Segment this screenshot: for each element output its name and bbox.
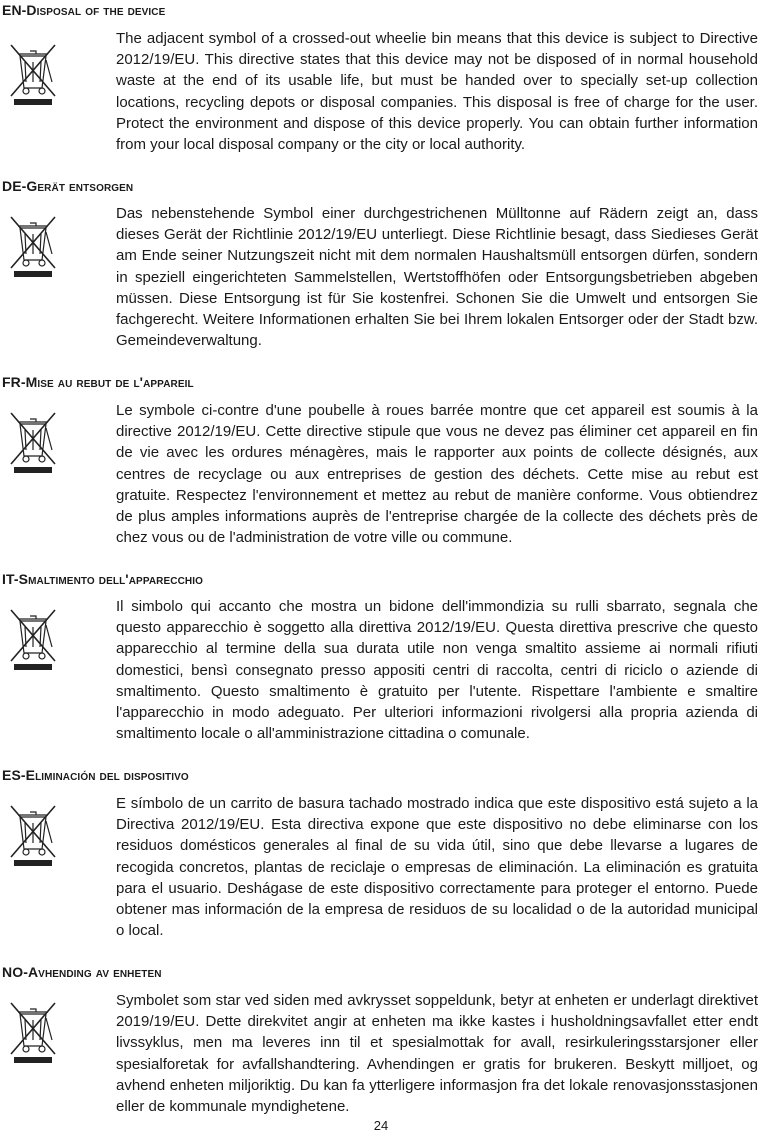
section-text: Symbolet som star ved siden med avkrysset soppeldunk, betyr at enheten er underlagt direktivet 2019/19/EU. Dette direkvitet angir at enheten ma ikke kastes i husholdningsavfallet etter endt livssyklus, men ma leveres inn til et spesialmottak for avall, resirkuleringsstarsjoner eller spesialforetak for avfallshandtering. Avhendingen er gratis for brukeren. Beskytt milljoet, og avhend enheten miljoriktig. Du kan fa ytterligere informasjon fra det lokale renovasjonsstasjonen eller de kommunale myndighetene. — [116, 992, 758, 1116]
section-heading: NO-Avhending av enheten — [2, 964, 162, 980]
crossed-out-wheelie-bin-icon — [8, 410, 58, 474]
section-heading: ES-Eliminación del dispositivo — [2, 767, 189, 783]
section-heading: IT-Smaltimento dell'apparecchio — [2, 571, 203, 587]
crossed-out-wheelie-bin-icon — [8, 214, 58, 278]
section-text: Il simbolo qui accanto che mostra un bidone dell'immondizia su rulli sbarrato, segnala che questo apparecchio è soggetto alla direttiva 2012/19/EU. Questa direttiva prescrive che questo apparecchio al termine della sua durata utile non venga smaltito assieme ai normali rifiuti domestici, bensì consegnato presso appositi centri di raccolta, centri di riciclo o aziende di smaltimento. Questo smaltimento è gratuito per l'utente. Rispettare l'ambiente e smaltire l'apparecchio in modo adeguato. Per ulteriori informazioni rivolgersi alla propria azienda di smaltimento locale o all'amministrazione cittadina o comunale. — [116, 598, 758, 743]
section-heading: EN-Disposal of the device — [2, 2, 166, 18]
section-text: E símbolo de un carrito de basura tachado mostrado indica que este dispositivo está sujeto a la Directiva 2012/19/EU. Esta directiva expone que este dispositivo no debe eliminarse con los residuos domésticos generales al final de su vida útil, sino que debe llevarse a lugares de recogida concretos, plantas de reciclaje o empresas de eliminación. La eliminación es gratuita para el usuario. Deshágase de este dispositivo correctamente para proteger el entorno. Puede obtener mas información de la empresa de residuos de su localidad o de la autoridad municipal o local. — [116, 795, 758, 940]
page-number: 24 — [373, 1118, 389, 1133]
section-text: Das nebenstehende Symbol einer durchgestrichenen Mülltonne auf Rädern zeigt an, dass dieses Gerät der Richtlinie 2012/19/EU unterliegt. Diese Richtlinie besagt, dass Siedieses Gerät am Ende seiner Nutzungszeit nicht mit dem normalen Haushaltsmüll entsorgen dürfen, sondern in speziell eingerichteten Sammelstellen, Wertstoffhöfen oder Entsorgungsbetrieben abgeben müssen. Diese Entsorgung ist für Sie kostenfrei. Schonen Sie die Umwelt und entsorgen Sie fachgerecht. Weitere Informationen erhalten Sie bei Ihrem lokalen Entsorger oder der Stadt bzw. Gemeindeverwaltung. — [116, 205, 758, 350]
section-text: The adjacent symbol of a crossed-out wheelie bin means that this device is subject to Directive 2012/19/EU. This directive states that this device may not be disposed of in normal household waste at the end of its usable life, but must be handed over to specially set-up collection locations, recycling depots or disposal companies. This disposal is free of charge for the user. Protect the environment and dispose of this device properly. You can obtain further information from your local disposal company or the city or local authority. — [116, 30, 758, 154]
crossed-out-wheelie-bin-icon — [8, 803, 58, 867]
crossed-out-wheelie-bin-icon — [8, 607, 58, 671]
crossed-out-wheelie-bin-icon — [8, 42, 58, 106]
section-text: Le symbole ci-contre d'une poubelle à roues barrée montre que cet appareil est soumis à la directive 2012/19/EU. Cette directive stipule que vous ne devez pas éliminer cet appareil en fin de vie avec les ordures ménagères, mais le rapporter aux points de collecte désignés, aux centres de recyclage ou aux entreprises de gestion des déchets. Cette mise au rebut est gratuite. Respectez l'environnement et mettez au rebut de manière conforme. Vous obtiendrez de plus amples informations auprès de l'entreprise chargée de la collecte des déchets près de chez vous ou de l'administration de votre ville ou commune. — [116, 402, 758, 547]
crossed-out-wheelie-bin-icon — [8, 1000, 58, 1064]
section-heading: DE-Gerät entsorgen — [2, 178, 134, 194]
section-heading: FR-Mise au rebut de l'appareil — [2, 374, 194, 390]
